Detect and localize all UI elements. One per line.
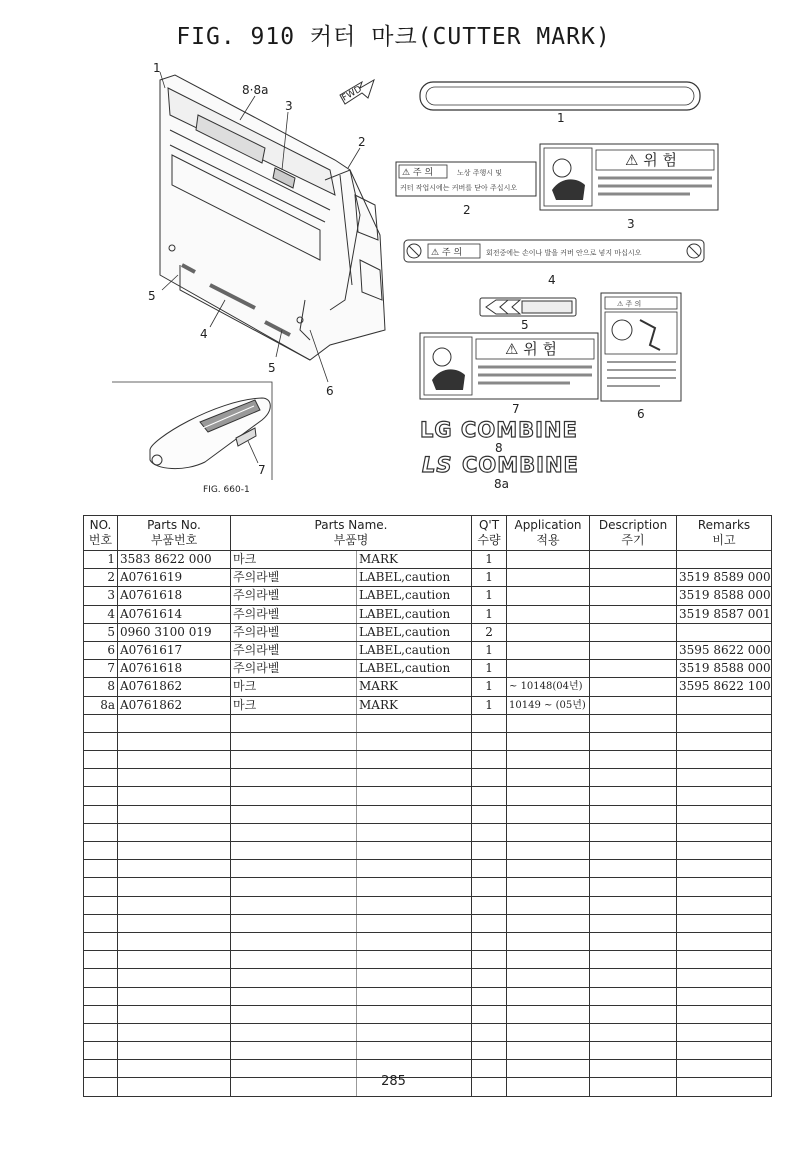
blank-table-row: [84, 969, 772, 987]
parts-illustration: [0, 0, 787, 510]
blank-table-row: [84, 787, 772, 805]
callout-5b: 5: [268, 361, 276, 375]
callout-2: 2: [358, 135, 366, 149]
blank-table-row: [84, 860, 772, 878]
decal-1-number: 1: [557, 111, 565, 125]
callout-6: 6: [326, 384, 334, 398]
decal-3-badge: ⚠ 위 험: [625, 151, 677, 169]
header-no: NO. 번호: [84, 516, 118, 551]
decal-2-line1: 노상 주행시 및: [457, 169, 503, 177]
table-row: 6 A0761617 주의라벨 LABEL,caution 1 3595 8622 000: [84, 641, 772, 659]
table-row: 3 A0761618 주의라벨 LABEL,caution 1 3519 8588 000: [84, 587, 772, 605]
decal-2-number: 2: [463, 203, 471, 217]
header-description: Description 주기: [590, 516, 677, 551]
decal-4-badge: ⚠ 주 의: [431, 248, 463, 258]
inset-reference: FIG. 660-1: [203, 485, 250, 495]
callout-1: 1: [153, 61, 161, 75]
blank-table-row: [84, 714, 772, 732]
fwd-arrow-icon: [340, 80, 374, 104]
decal-7-number: 7: [512, 402, 520, 416]
callout-3: 3: [285, 99, 293, 113]
blank-table-row: [84, 751, 772, 769]
decal-8-text: LG COMBINE: [420, 418, 578, 442]
callout-8-8a: 8·8a: [242, 83, 269, 97]
header-parts-no: Parts No. 부품번호: [118, 516, 231, 551]
header-qty: Q'T 수량: [472, 516, 507, 551]
blank-table-row: [84, 987, 772, 1005]
blank-table-row: [84, 732, 772, 750]
fwd-label: FWD: [340, 84, 364, 104]
decal-6-drawing: [601, 293, 681, 401]
table-row: 8 A0761862 마크 MARK 1 ~ 10148(04년) 3595 8622 100: [84, 678, 772, 696]
table-row: 2 A0761619 주의라벨 LABEL,caution 1 3519 8589 000: [84, 569, 772, 587]
blank-table-row: [84, 842, 772, 860]
decal-8-number: 8: [495, 441, 503, 455]
table-row: 5 0960 3100 019 주의라벨 LABEL,caution 2: [84, 623, 772, 641]
decal-8a-logo: LS: [422, 453, 453, 477]
decal-5-drawing: [480, 298, 576, 316]
combine-body-drawing: [160, 75, 385, 360]
blank-table-row: [84, 1042, 772, 1060]
table-row: 8a A0761862 마크 MARK 1 10149 ~ (05년): [84, 696, 772, 714]
decal-4-text: 회전중에는 손이나 발을 커버 안으로 넣지 마십시오: [486, 249, 642, 257]
blank-table-row: [84, 878, 772, 896]
header-remarks: Remarks 비고: [677, 516, 772, 551]
table-row: 1 3583 8622 000 마크 MARK 1: [84, 551, 772, 569]
blank-table-row: [84, 932, 772, 950]
decal-6-badge: ⚠ 주 의: [617, 300, 642, 308]
decal-2-badge: ⚠ 주 의: [402, 168, 434, 178]
parts-table: [83, 515, 772, 1097]
callout-5a: 5: [148, 289, 156, 303]
decal-4-number: 4: [548, 273, 556, 287]
table-row: 7 A0761618 주의라벨 LABEL,caution 1 3519 8588 000: [84, 660, 772, 678]
decal-8a-number: 8a: [494, 477, 509, 491]
blank-table-row: [84, 769, 772, 787]
page-number: 285: [381, 1074, 406, 1089]
page-title: FIG. 910 커터 마크(CUTTER MARK): [176, 24, 611, 50]
callout-7: 7: [258, 463, 266, 477]
table-row: 4 A0761614 주의라벨 LABEL,caution 1 3519 8587 001: [84, 605, 772, 623]
blank-table-row: [84, 1005, 772, 1023]
blank-table-row: [84, 914, 772, 932]
blank-table-row: [84, 805, 772, 823]
decal-2-line2: 커터 작업시에는 커버를 닫아 주십시오: [400, 184, 518, 192]
blank-table-row: [84, 823, 772, 841]
blank-table-row: [84, 1023, 772, 1041]
blank-table-row: [84, 951, 772, 969]
inset-drawing: [112, 382, 272, 480]
decal-7-badge: ⚠ 위 험: [505, 340, 557, 358]
decal-8a-text: COMBINE: [462, 453, 579, 477]
callout-4: 4: [200, 327, 208, 341]
decal-6-number: 6: [637, 407, 645, 421]
header-parts-name: Parts Name. 부품명: [231, 516, 472, 551]
decal-1-drawing: [420, 82, 700, 110]
table-header-row: [84, 516, 772, 551]
decal-3-number: 3: [627, 217, 635, 231]
blank-table-row: [84, 896, 772, 914]
decal-5-number: 5: [521, 318, 529, 332]
header-application: Application 적용: [507, 516, 590, 551]
